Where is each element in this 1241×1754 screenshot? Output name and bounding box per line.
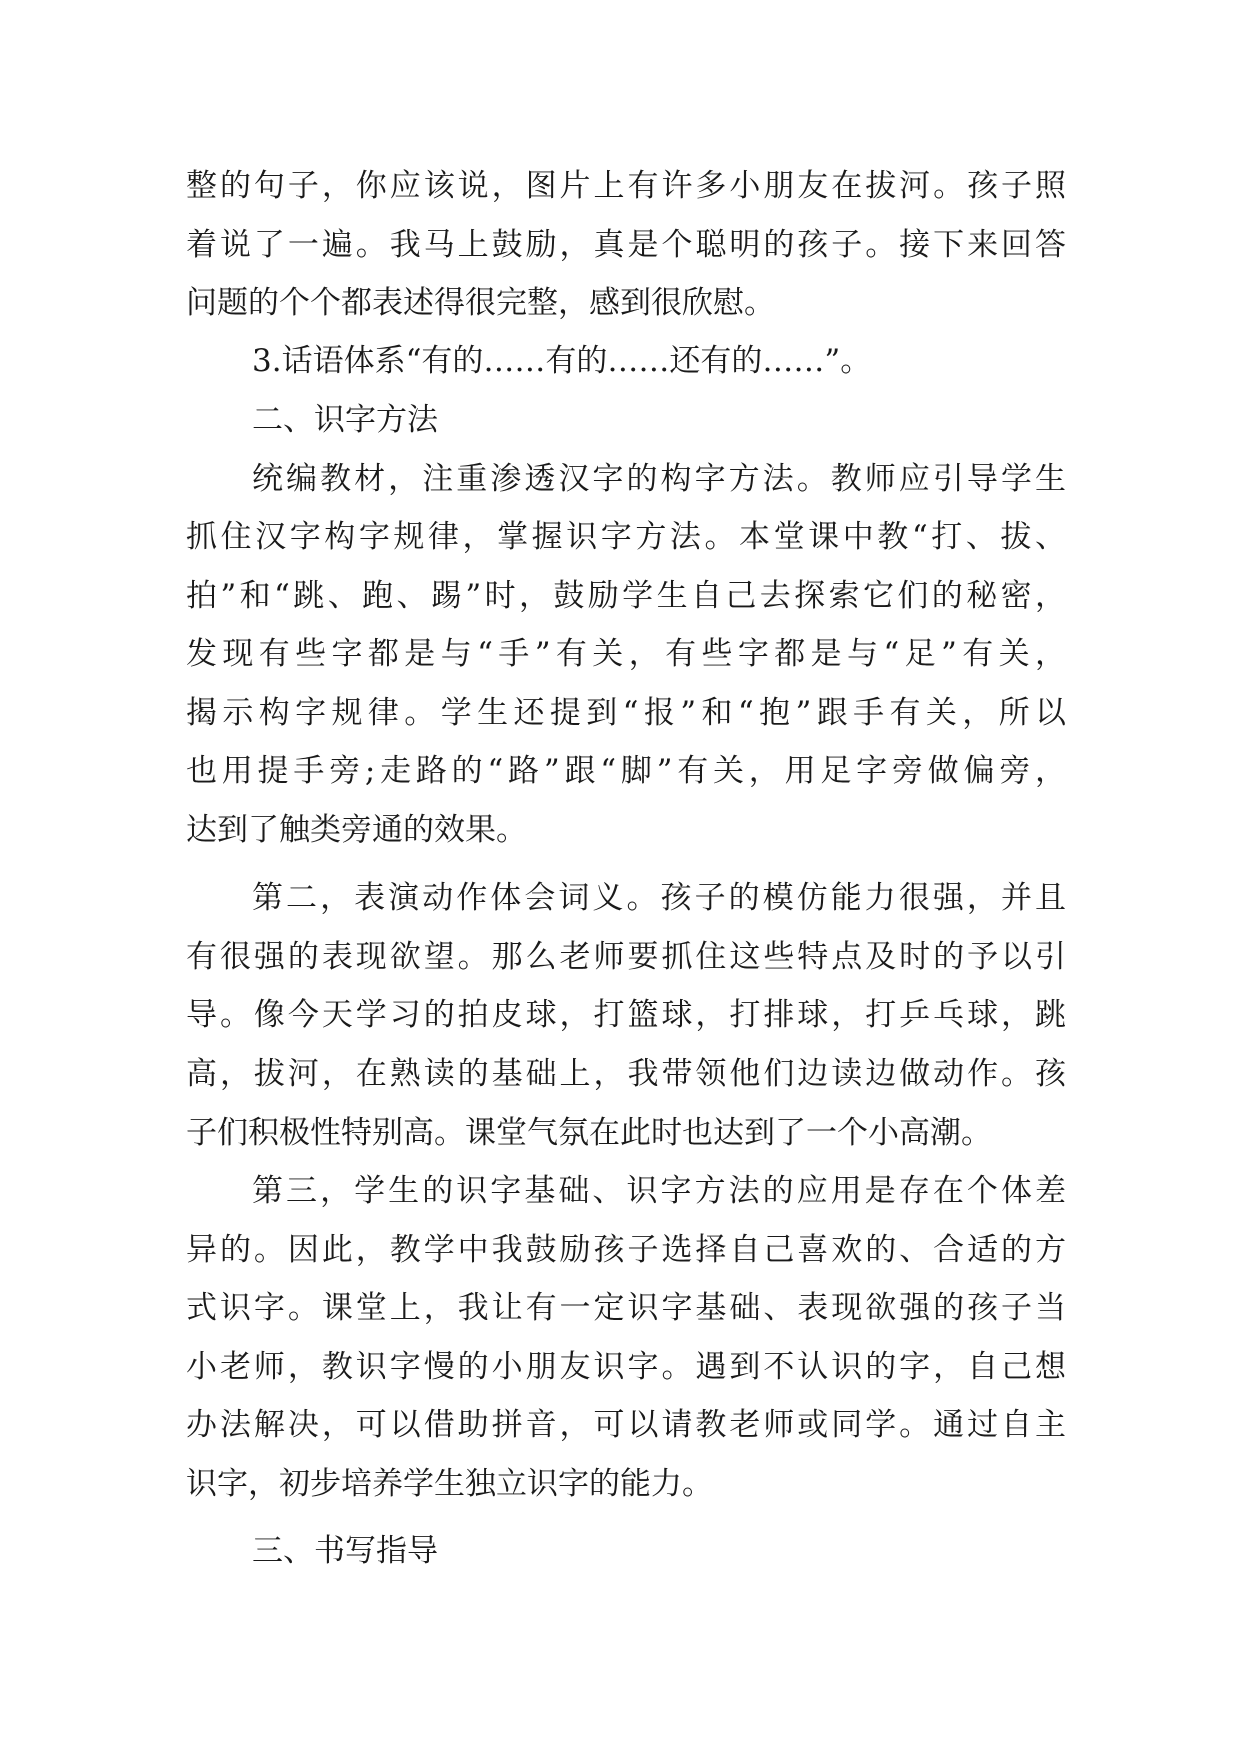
text-line: 拍”和“跳、跑、踢”时，鼓励学生自己去探索它们的秘密，: [186, 578, 1066, 614]
text-line: 整的句子，你应该说，图片上有许多小朋友在拔河。孩子照: [186, 168, 1066, 204]
text-line: 3.话语体系“有的……有的……还有的……”。: [252, 343, 872, 379]
text-line: 式识字。课堂上，我让有一定识字基础、表现欲强的孩子当: [186, 1290, 1066, 1326]
text-line: 导。像今天学习的拍皮球，打篮球，打排球，打乒乓球，跳: [186, 997, 1066, 1033]
text-line: 抓住汉字构字规律，掌握识字方法。本堂课中教“打、拔、: [186, 519, 1066, 555]
text-line: 高，拔河，在熟读的基础上，我带领他们边读边做动作。孩: [186, 1056, 1066, 1092]
section-heading: 二、识字方法: [252, 402, 438, 438]
text-line: 揭示构字规律。学生还提到“报”和“抱”跟手有关，所以: [186, 695, 1066, 731]
text-line: 统编教材，注重渗透汉字的构字方法。教师应引导学生: [252, 461, 1066, 497]
section-heading: 三、书写指导: [252, 1533, 438, 1569]
text-line: 识字，初步培养学生独立识字的能力。: [186, 1466, 713, 1502]
text-line: 第二，表演动作体会词义。孩子的模仿能力很强，并且: [252, 880, 1066, 916]
text-line: 有很强的表现欲望。那么老师要抓住这些特点及时的予以引: [186, 939, 1066, 975]
text-line: 达到了触类旁通的效果。: [186, 812, 527, 848]
text-line: 子们积极性特别高。课堂气氛在此时也达到了一个小高潮。: [186, 1115, 992, 1151]
text-line: 问题的个个都表述得很完整，感到很欣慰。: [186, 285, 775, 321]
text-line: 发现有些字都是与“手”有关，有些字都是与“足”有关，: [186, 636, 1066, 672]
text-line: 异的。因此，教学中我鼓励孩子选择自己喜欢的、合适的方: [186, 1232, 1066, 1268]
text-line: 办法解决，可以借助拼音，可以请教老师或同学。通过自主: [186, 1407, 1066, 1443]
text-line: 小老师，教识字慢的小朋友识字。遇到不认识的字，自己想: [186, 1349, 1066, 1385]
text-line: 着说了一遍。我马上鼓励，真是个聪明的孩子。接下来回答: [186, 227, 1066, 263]
text-line: 也用提手旁;走路的“路”跟“脚”有关，用足字旁做偏旁，: [186, 753, 1066, 789]
text-line: 第三，学生的识字基础、识字方法的应用是存在个体差: [252, 1173, 1066, 1209]
